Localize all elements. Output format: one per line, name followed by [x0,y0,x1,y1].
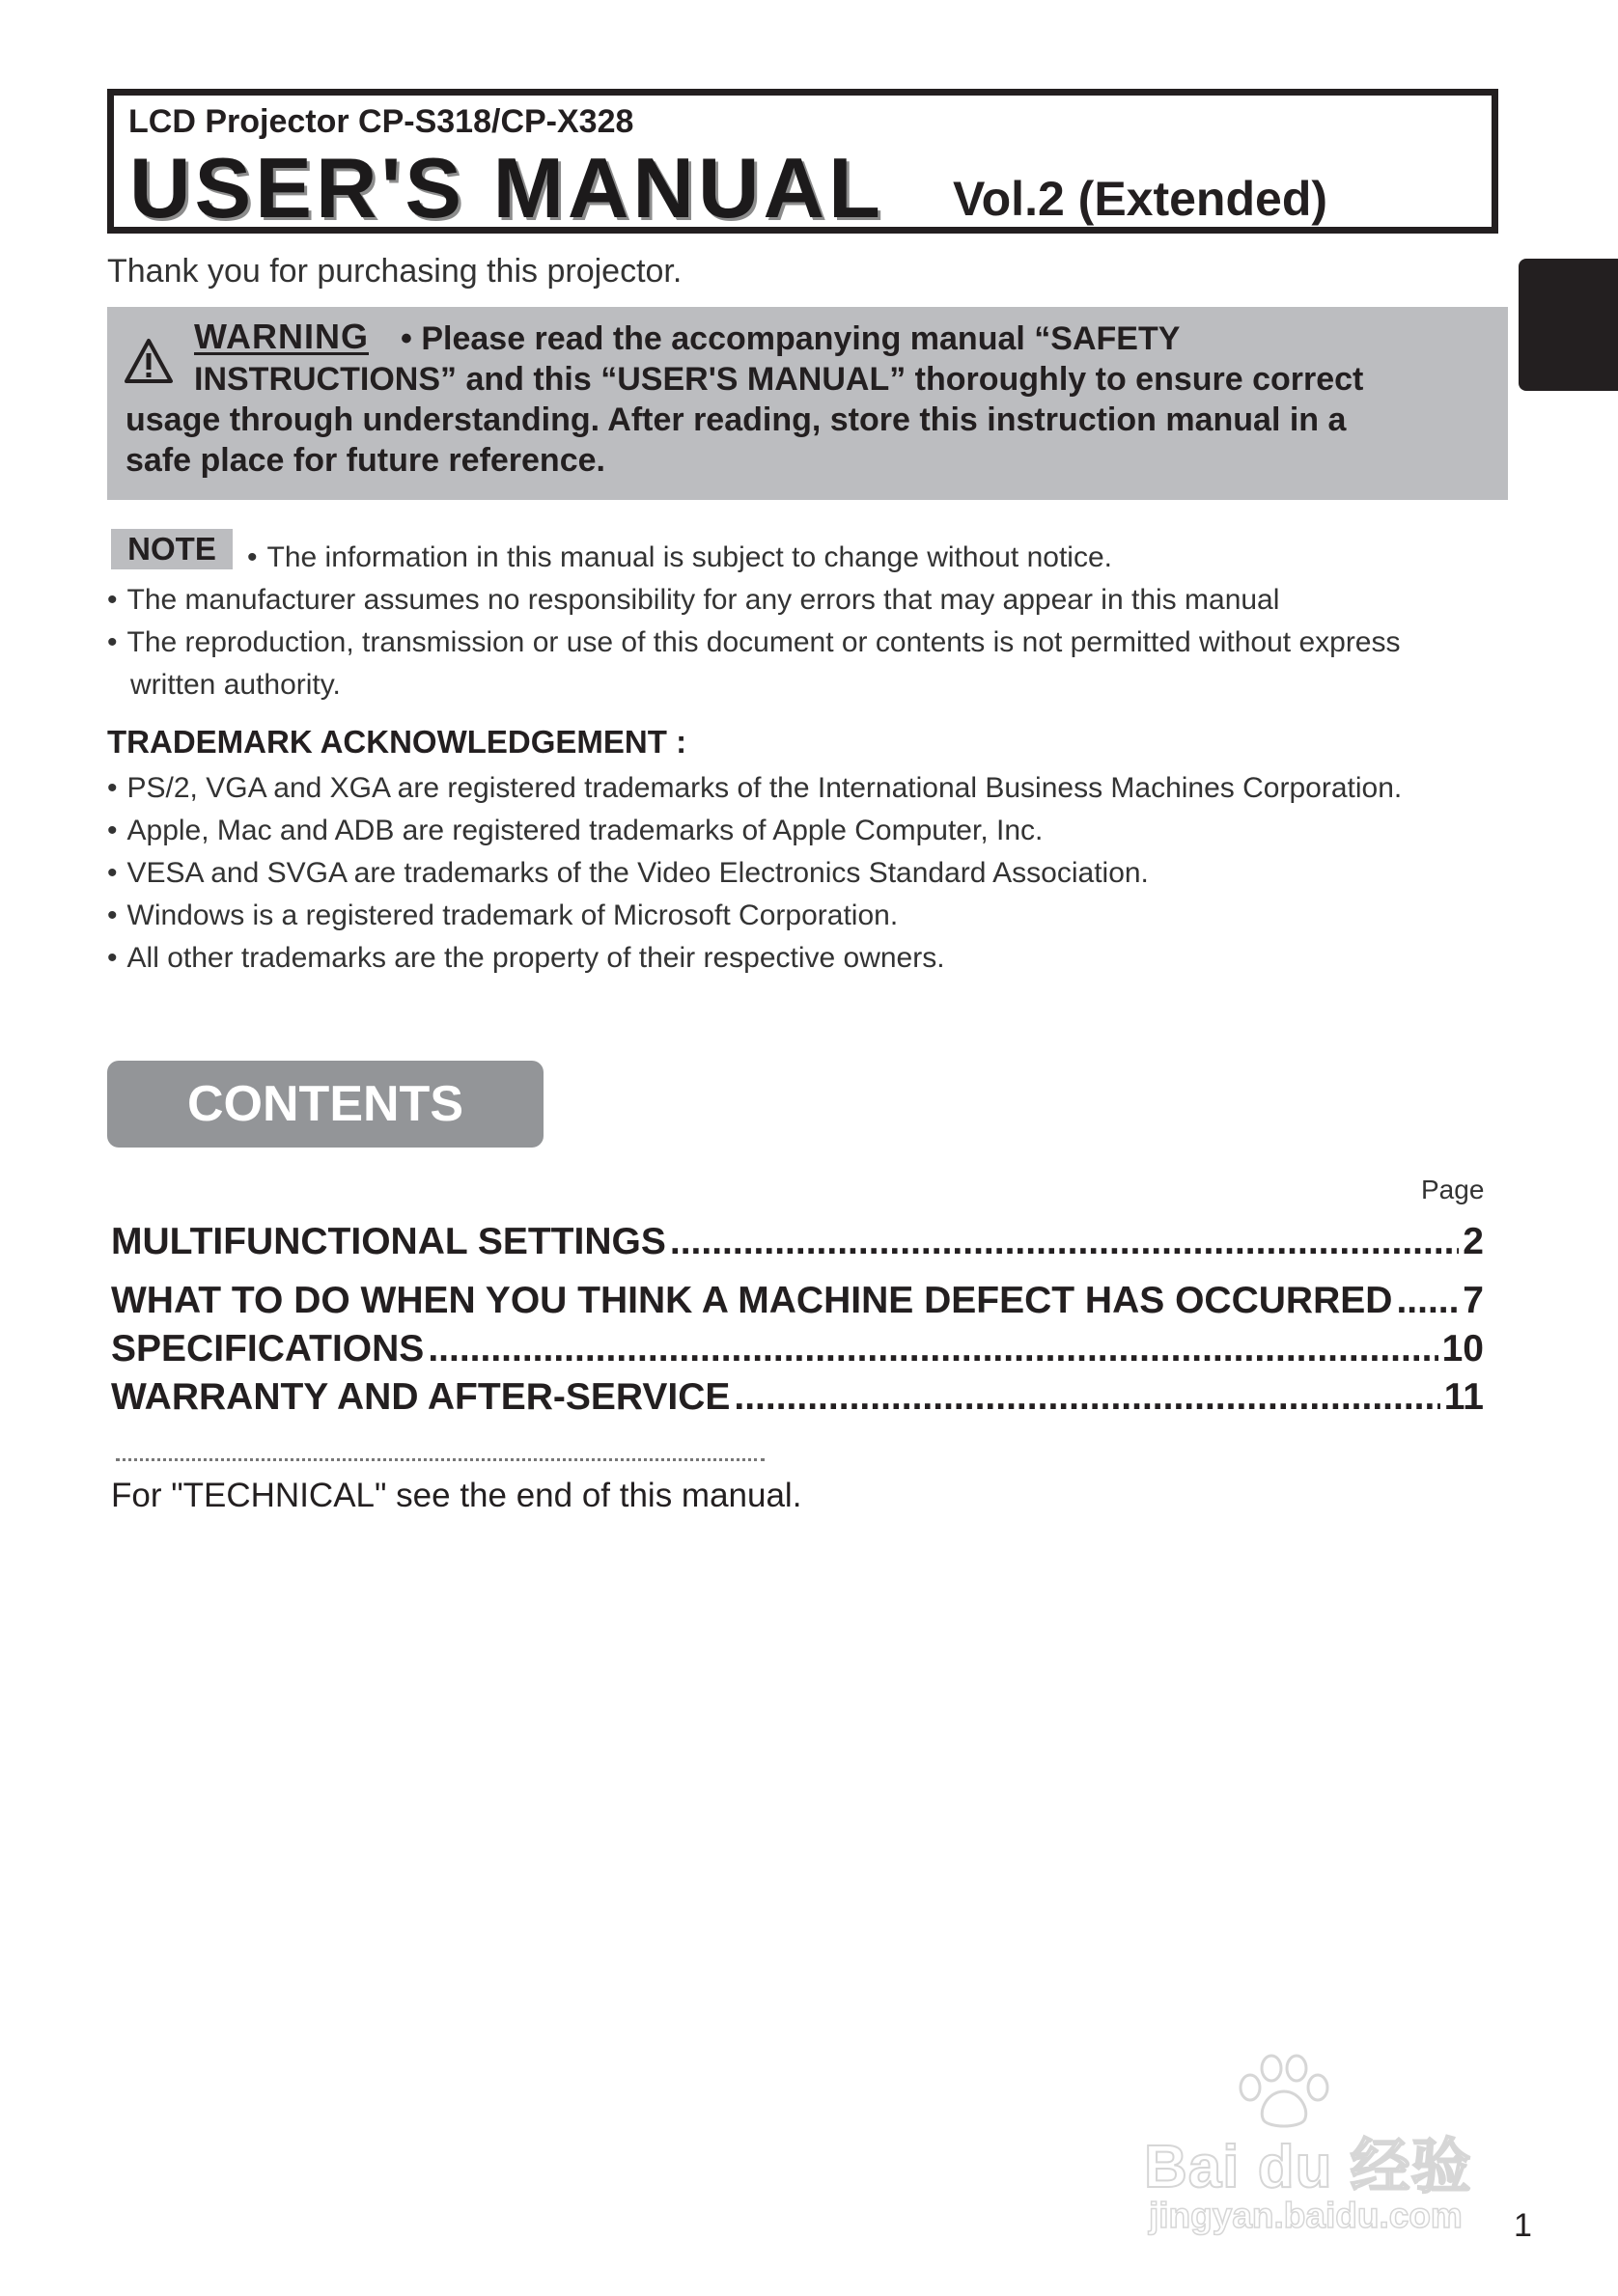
trademark-text: Apple, Mac and ADB are registered trademarks of Apple Computer, Inc. [126,815,1044,846]
trademark-item: • Windows is a registered trademark of Microsoft Corporation. [107,899,899,931]
toc-entry[interactable] [111,1328,1484,1370]
trademark-item: • VESA and SVGA are trademarks of the Video Electronics Standard Association. [107,857,1149,889]
volume-label: Vol.2 (Extended) [953,172,1328,226]
warning-triangle-icon [124,338,174,384]
trademark-text: Windows is a registered trademark of Microsoft Corporation. [126,899,899,931]
toc-entry[interactable] [111,1376,1484,1419]
toc-entry-page: 11 [1443,1376,1484,1418]
toc-entry-title: WARRANTY AND AFTER-SERVICE [111,1376,731,1418]
section-tab-marker [1519,259,1618,391]
contents-heading: CONTENTS [107,1061,544,1148]
note-badge: NOTE [111,529,233,569]
trademark-item: • Apple, Mac and ADB are registered trademarks of Apple Computer, Inc. [107,815,1044,846]
toc-entry-page: 7 [1463,1280,1484,1321]
note-text-continued: written authority. [130,669,341,701]
warning-line: • Please read the accompanying manual “SAFETY [401,320,1181,357]
toc-leader-dots [1396,1280,1459,1322]
trademark-text: PS/2, VGA and XGA are registered trademarks of the International Business Machines Corporation. [126,772,1403,804]
trademark-item: • PS/2, VGA and XGA are registered trademarks of the International Business Machines Corporation. [107,772,1403,804]
trademark-text: VESA and SVGA are trademarks of the Video Electronics Standard Association. [126,857,1149,889]
page-column-label: Page [1421,1175,1485,1204]
note-text: The information in this manual is subject to change without notice. [266,541,1112,573]
note-text: The reproduction, transmission or use of this document or contents is not permitted without express [126,626,1401,658]
manual-header-box [107,89,1498,234]
toc-entry-page: 10 [1441,1328,1484,1369]
note-item: • The reproduction, transmission or use of this document or contents is not permitted without express [107,626,1401,658]
trademark-text: All other trademarks are the property of their respective owners. [126,942,945,974]
thanks-text: Thank you for purchasing this projector. [107,253,683,290]
baidu-watermark [1144,2051,1520,2244]
note-item: • The manufacturer assumes no responsibility for any errors that may appear in this manual [107,584,1280,616]
watermark-url: jingyan.baidu.com [1149,2196,1463,2235]
toc-entry-page: 2 [1463,1221,1484,1262]
dotted-divider [116,1458,765,1461]
warning-line: INSTRUCTIONS” and this “USER'S MANUAL” thoroughly to ensure correct [194,361,1364,398]
warning-label: WARNING [194,317,369,356]
warning-line: safe place for future reference. [126,442,605,479]
page-number: 1 [1514,2207,1532,2244]
warning-line: usage through understanding. After reading, store this instruction manual in a [126,401,1347,438]
toc-entry[interactable] [111,1280,1484,1322]
toc-leader-dots [670,1221,1459,1263]
warning-box [107,307,1508,500]
watermark-brand: Bai du 经验 [1144,2134,1472,2200]
technical-note: For "TECHNICAL" see the end of this manual. [111,1477,802,1514]
model-line: LCD Projector CP-S318/CP-X328 [128,103,634,140]
toc-leader-dots [734,1376,1439,1419]
manual-title: USER'S MANUAL [129,140,884,235]
note-text: The manufacturer assumes no responsibility for any errors that may appear in this manual [126,584,1280,616]
paw-logo-icon [1231,2051,1337,2128]
toc-leader-dots [428,1328,1437,1370]
toc-entry-title: SPECIFICATIONS [111,1328,425,1369]
trademark-heading: TRADEMARK ACKNOWLEDGEMENT : [107,724,687,760]
toc-entry[interactable] [111,1221,1484,1263]
trademark-item: • All other trademarks are the property of their respective owners. [107,942,945,974]
toc-entry-title: WHAT TO DO WHEN YOU THINK A MACHINE DEFECT HAS OCCURRED [111,1280,1393,1321]
note-item: • The information in this manual is subject to change without notice. [247,541,1112,573]
toc-entry-title: MULTIFUNCTIONAL SETTINGS [111,1221,666,1262]
